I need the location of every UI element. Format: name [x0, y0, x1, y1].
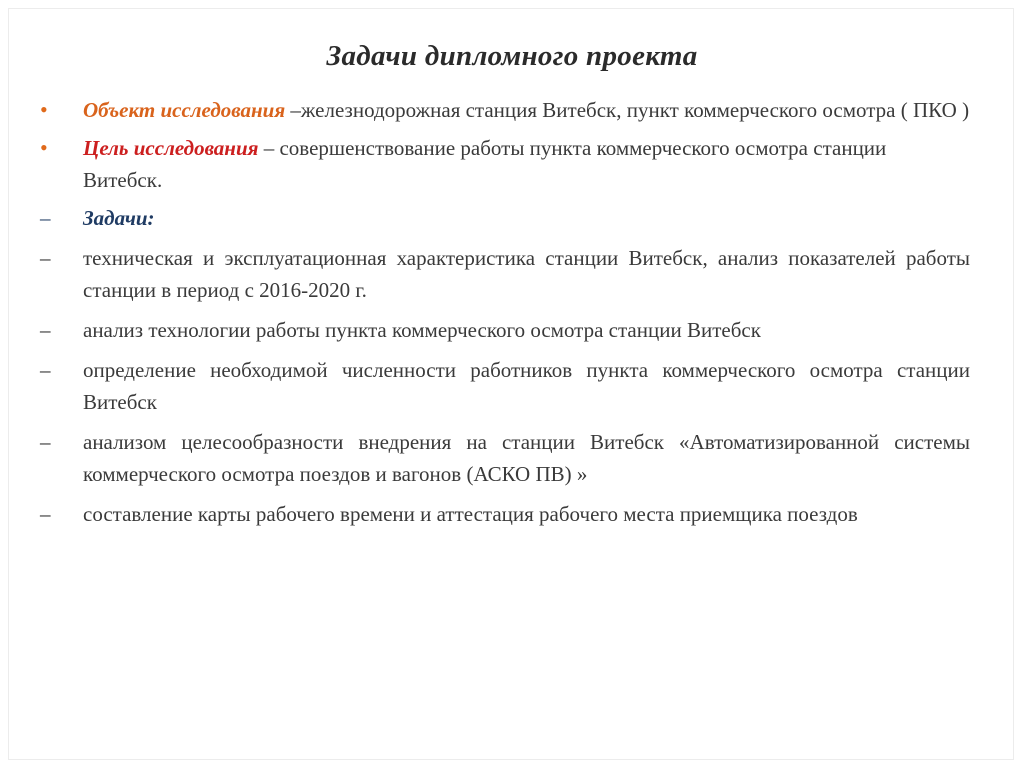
- object-item: [40, 94, 970, 126]
- slide-title: Задачи дипломного проекта: [326, 40, 698, 72]
- object-separator: –: [285, 98, 301, 122]
- dash-icon: –: [40, 318, 51, 342]
- dash-icon: –: [40, 502, 51, 526]
- slide-content: [40, 94, 970, 538]
- task-item: [40, 314, 970, 346]
- dash-icon: –: [40, 246, 51, 270]
- goal-separator: –: [258, 136, 280, 160]
- bullet-icon: •: [40, 97, 48, 122]
- goal-text: совершенствование работы пункта коммерческого осмотра станции Витебск.: [83, 136, 887, 192]
- task-text: анализ технологии работы пункта коммерческого осмотра станции Витебск: [83, 318, 761, 342]
- bullet-icon: •: [40, 135, 48, 160]
- task-item: [40, 426, 970, 490]
- task-text: определение необходимой численности работников пункта коммерческого осмотра станции Витебск: [83, 358, 970, 414]
- task-item: [40, 242, 970, 306]
- goal-item: [40, 132, 970, 196]
- task-text: анализом целесообразности внедрения на станции Витебск «Автоматизированной системы коммерческого осмотра поездов и вагонов (АСКО ПВ) »: [83, 430, 970, 486]
- task-item: [40, 498, 970, 530]
- object-text: железнодорожная станция Витебск, пункт коммерческого осмотра ( ПКО ): [300, 98, 970, 122]
- task-text: составление карты рабочего времени и аттестация рабочего места приемщика поездов: [83, 502, 858, 526]
- task-text: техническая и эксплуатационная характеристика станции Витебск, анализ показателей работы станции в период с 2016-2020 г.: [83, 246, 970, 302]
- dash-icon: –: [40, 206, 51, 230]
- dash-icon: –: [40, 358, 51, 382]
- tasks-heading-item: [40, 202, 970, 234]
- object-label: Объект исследования: [83, 98, 286, 122]
- dash-icon: –: [40, 430, 51, 454]
- tasks-heading: Задачи:: [83, 206, 155, 230]
- task-item: [40, 354, 970, 418]
- goal-label: Цель исследования: [83, 136, 259, 160]
